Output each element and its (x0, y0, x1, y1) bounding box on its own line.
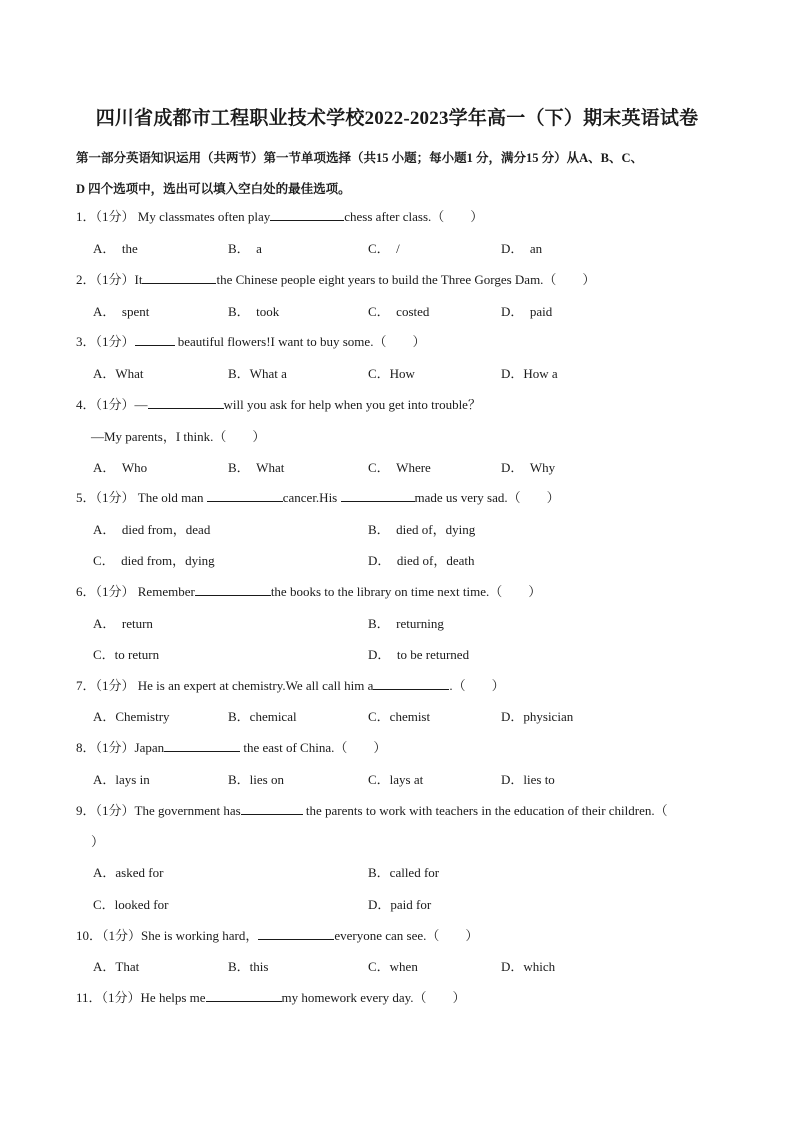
answer-blank (373, 677, 449, 690)
question-7 (76, 675, 726, 694)
option-c[interactable]: C．to return (93, 647, 160, 662)
answer-blank (164, 739, 240, 752)
question-number: 8．（1分） (76, 740, 135, 755)
option-a[interactable]: A．asked for (93, 865, 164, 880)
option-b[interactable]: B． What (228, 460, 285, 475)
question-number: 5．（1分） (76, 490, 135, 505)
question-10 (76, 925, 726, 944)
question-text: the books to the library on time next time.（ ） (270, 584, 542, 599)
option-c[interactable]: C．chemist (368, 709, 431, 724)
question-text: made us very sad.（ ） (414, 490, 560, 505)
question-text: My classmates often play (137, 209, 271, 224)
question-2 (76, 269, 726, 288)
answer-blank (135, 333, 175, 346)
option-c[interactable]: C．How (368, 366, 415, 381)
option-a[interactable]: A． Who (93, 460, 148, 475)
answer-blank (206, 989, 282, 1002)
question-text: the east of China.（ ） (243, 740, 387, 755)
option-c[interactable]: C．lays at (368, 772, 424, 787)
option-a[interactable]: A．lays in (93, 772, 150, 787)
question-text: the Chinese people eight years to build the Three Gorges Dam.（ ） (216, 272, 596, 287)
answer-blank (207, 489, 283, 502)
question-1 (76, 206, 726, 225)
option-a[interactable]: A． spent (93, 304, 150, 319)
option-d[interactable]: D．which (501, 959, 556, 974)
answer-blank (195, 583, 271, 596)
option-c[interactable]: C． costed (368, 304, 430, 319)
question-4 (76, 394, 726, 413)
question-6 (76, 581, 726, 600)
question-number: 1．（1分） (76, 209, 135, 224)
option-d[interactable]: D．paid for (368, 897, 432, 912)
question-text: He is an expert at chemistry.We all call him a (137, 678, 374, 693)
option-a[interactable]: A．Chemistry (93, 709, 170, 724)
question-5 (76, 487, 726, 506)
option-d[interactable]: D． died of，death (368, 553, 475, 568)
question-text: my homework every day.（ ） (281, 990, 466, 1005)
option-c[interactable]: C． Where (368, 460, 431, 475)
question-text: chess after class.（ ） (344, 209, 484, 224)
question-text: It (134, 272, 143, 287)
question-text: — (134, 397, 148, 412)
page-title: 四川省成都市工程职业技术学校2022-2023学年高一（下）期末英语试卷 (95, 108, 699, 129)
option-d[interactable]: D． an (501, 241, 543, 256)
question-text: Remember (137, 584, 195, 599)
option-c[interactable]: C． died from，dying (93, 553, 215, 568)
question-text: .（ ） (449, 678, 505, 693)
answer-blank (142, 271, 216, 284)
option-b[interactable]: B． a (228, 241, 262, 256)
section-instructions-line1: 第一部分英语知识运用（共两节）第一节单项选择（共15 小题；每小题1 分，满分15 分）从A、B、C、 (76, 151, 644, 165)
option-c[interactable]: C．looked for (93, 897, 169, 912)
question-text: Japan (134, 740, 165, 755)
question-text: cancer.His (282, 490, 338, 505)
question-number: 2．（1分） (76, 272, 135, 287)
section-instructions-line2: D 四个选项中，选出可以填入空白处的最佳选项。 (76, 182, 351, 196)
option-b[interactable]: B．What a (228, 366, 287, 381)
option-d[interactable]: D．physician (501, 709, 574, 724)
answer-blank (270, 208, 344, 221)
section-instructions (76, 143, 726, 205)
answer-blank (258, 927, 334, 940)
question-text: She is working hard， (141, 928, 259, 943)
question-text: will you ask for help when you get into trouble？ (223, 397, 481, 412)
question-text: The government has (134, 803, 241, 818)
question-9 (76, 800, 726, 819)
question-4-continuation: —My parents，I think.（ ） (91, 429, 266, 444)
question-text: He helps me (140, 990, 206, 1005)
question-9-continuation: ） (91, 834, 105, 849)
option-d[interactable]: D． paid (501, 304, 553, 319)
option-b[interactable]: B． took (228, 304, 280, 319)
option-d[interactable]: D． Why (501, 460, 556, 475)
option-a[interactable]: A．That (93, 959, 140, 974)
option-b[interactable]: B． died of，dying (368, 522, 476, 537)
question-text: The old man (137, 490, 204, 505)
question-text: everyone can see.（ ） (334, 928, 479, 943)
question-text: beautiful flowers!I want to buy some.（ ） (177, 334, 426, 349)
option-b[interactable]: B．this (228, 959, 269, 974)
answer-blank (148, 396, 224, 409)
question-number: 3．（1分） (76, 334, 135, 349)
option-b[interactable]: B． returning (368, 616, 444, 631)
answer-blank (341, 489, 415, 502)
question-number: 6．（1分） (76, 584, 135, 599)
question-number: 10．（1分） (76, 928, 142, 943)
option-b[interactable]: B．chemical (228, 709, 297, 724)
answer-blank (241, 802, 303, 815)
question-number: 9．（1分） (76, 803, 135, 818)
option-c[interactable]: C．when (368, 959, 418, 974)
option-d[interactable]: D．lies to (501, 772, 555, 787)
question-number: 11．（1分） (76, 990, 141, 1005)
question-number: 4．（1分） (76, 397, 135, 412)
question-text: the parents to work with teachers in the education of their children.（ (305, 803, 668, 818)
option-a[interactable]: A． return (93, 616, 153, 631)
option-b[interactable]: B．lies on (228, 772, 284, 787)
option-c[interactable]: C． / (368, 241, 400, 256)
option-d[interactable]: D． to be returned (368, 647, 470, 662)
question-number: 7．（1分） (76, 678, 135, 693)
option-b[interactable]: B．called for (368, 865, 440, 880)
option-d[interactable]: D．How a (501, 366, 558, 381)
option-a[interactable]: A．What (93, 366, 144, 381)
question-11 (76, 987, 726, 1006)
option-a[interactable]: A． died from，dead (93, 522, 211, 537)
question-3 (76, 331, 726, 350)
option-a[interactable]: A． the (93, 241, 138, 256)
question-8 (76, 737, 726, 756)
